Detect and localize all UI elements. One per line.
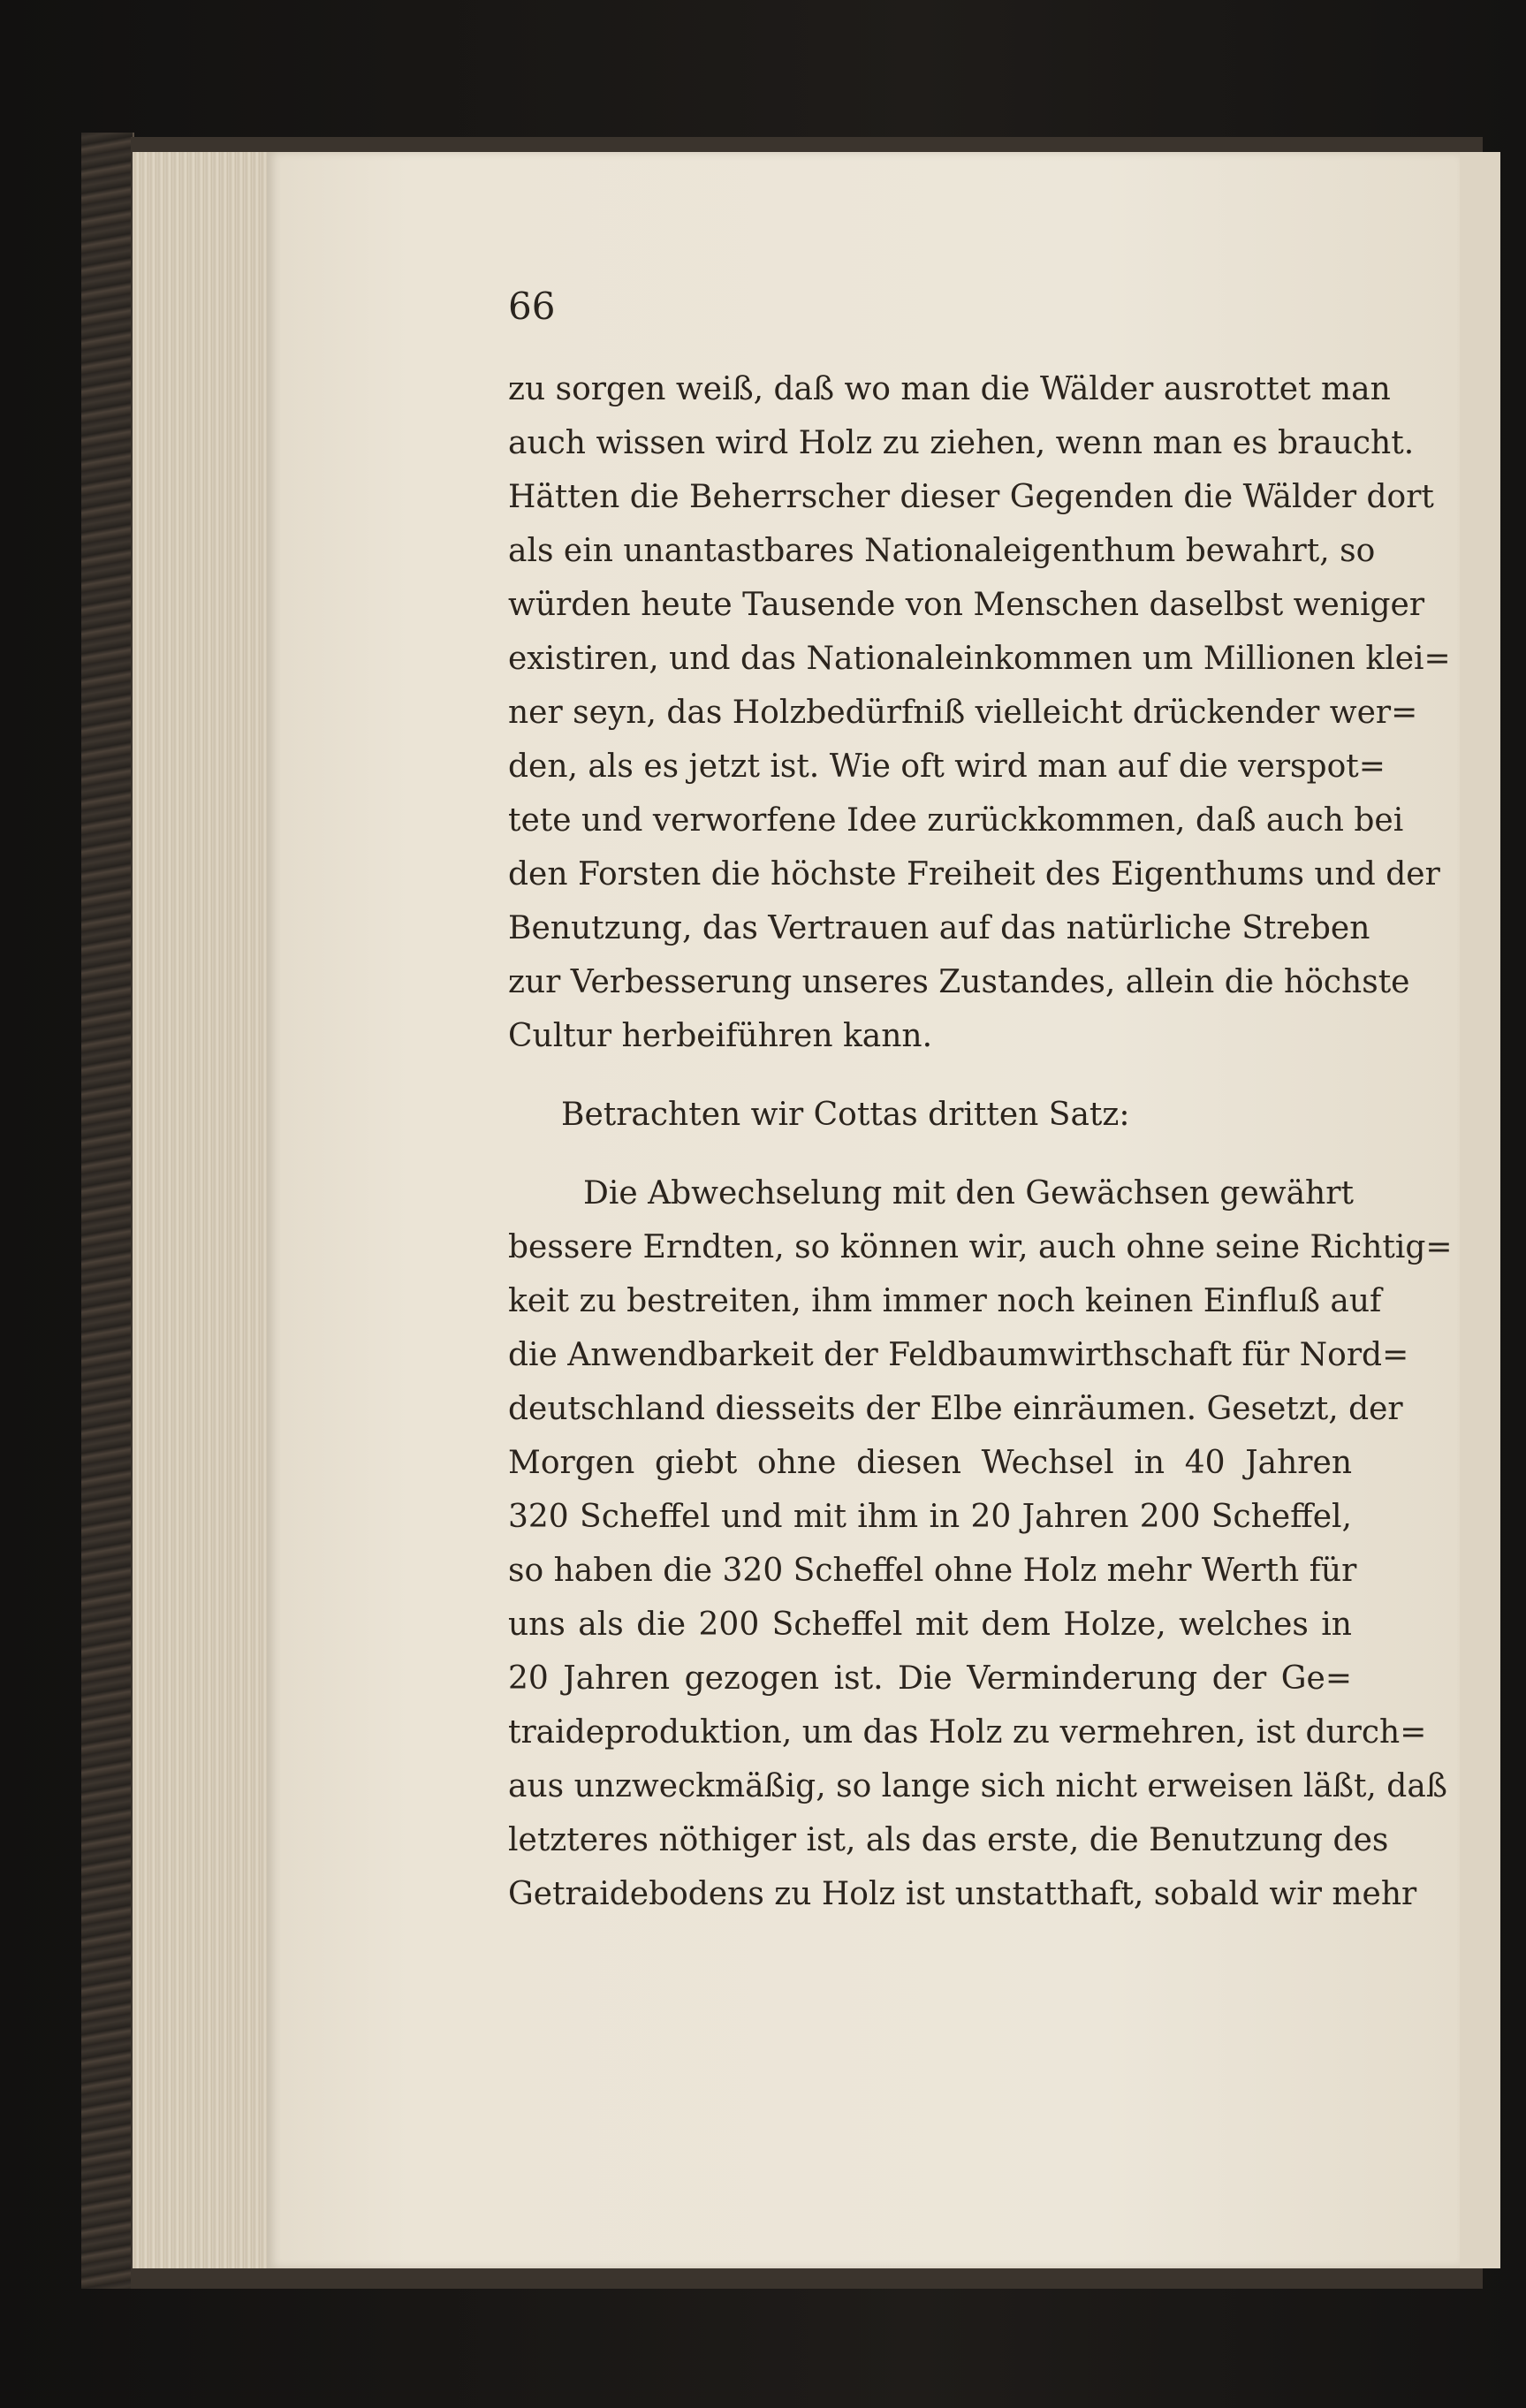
text-line: zu sorgen weiß, daß wo man die Wälder ausrottet man [508,371,1391,407]
paragraph [508,1088,1352,1142]
text-line: den Forsten die höchste Freiheit des Eigenthums und der [508,856,1440,893]
text-line: so haben die 320 Scheffel ohne Holz mehr Werth für [508,1553,1357,1589]
text-line: die Anwendbarkeit der Feldbaumwirthschaft für Nord= [508,1337,1409,1373]
text-line: 320 Scheffel und mit ihm in 20 Jahren 200 Scheffel, [508,1499,1352,1535]
marbled-cover-edge [81,133,134,2289]
text-line: würden heute Tausende von Menschen daselbst weniger [508,587,1425,623]
text-line: zur Verbesserung unseres Zustandes, allein die höchste [508,964,1410,1000]
paragraph-gap [508,1142,1352,1166]
text-line: keit zu bestreiten, ihm immer noch keinen Einfluß auf [508,1283,1382,1319]
body-text [508,362,1453,1921]
text-line: Morgen giebt ohne diesen Wechsel in 40 Jahren [508,1445,1352,1481]
paragraph [508,1166,1453,1921]
paragraph-gap [508,1063,1352,1088]
text-line: traideproduktion, um das Holz zu vermehren, ist durch= [508,1714,1427,1751]
text-line: Die Abwechselung mit den Gewächsen gewährt [583,1175,1354,1212]
paragraph [508,362,1451,1063]
text-line: Hätten die Beherrscher dieser Gegenden die Wälder dort [508,479,1434,515]
page-edges-right [1460,152,1500,2268]
text-line: Betrachten wir Cottas dritten Satz: [561,1097,1130,1133]
text-line: bessere Erndten, so können wir, auch ohne seine Richtig= [508,1229,1453,1265]
text-line: letzteres nöthiger ist, als das erste, die Benutzung des [508,1822,1389,1858]
text-line: ner seyn, das Holzbedürfniß vielleicht drückender wer= [508,695,1418,731]
text-line: Benutzung, das Vertrauen auf das natürliche Streben [508,910,1370,946]
page-edges-left [133,152,267,2268]
text-line: als ein unantastbares Nationaleigenthum bewahrt, so [508,533,1376,569]
text-line: Cultur herbeiführen kann. [508,1018,933,1054]
page-number: 66 [508,285,556,328]
text-line: uns als die 200 Scheffel mit dem Holze, welches in [508,1607,1352,1643]
text-line: Getraidebodens zu Holz ist unstatthaft, sobald wir mehr [508,1876,1417,1912]
text-line: existiren, und das Nationaleinkommen um Millionen klei= [508,641,1451,677]
text-line: auch wissen wird Holz zu ziehen, wenn man es braucht. [508,425,1415,461]
text-line: tete und verworfene Idee zurückkommen, daß auch bei [508,802,1404,839]
text-line: aus unzweckmäßig, so lange sich nicht erweisen läßt, daß [508,1768,1447,1804]
text-line: 20 Jahren gezogen ist. Die Verminderung der Ge= [508,1660,1352,1697]
text-line: deutschland diesseits der Elbe einräumen. Gesetzt, der [508,1391,1403,1427]
text-line: den, als es jetzt ist. Wie oft wird man auf die verspot= [508,748,1386,785]
